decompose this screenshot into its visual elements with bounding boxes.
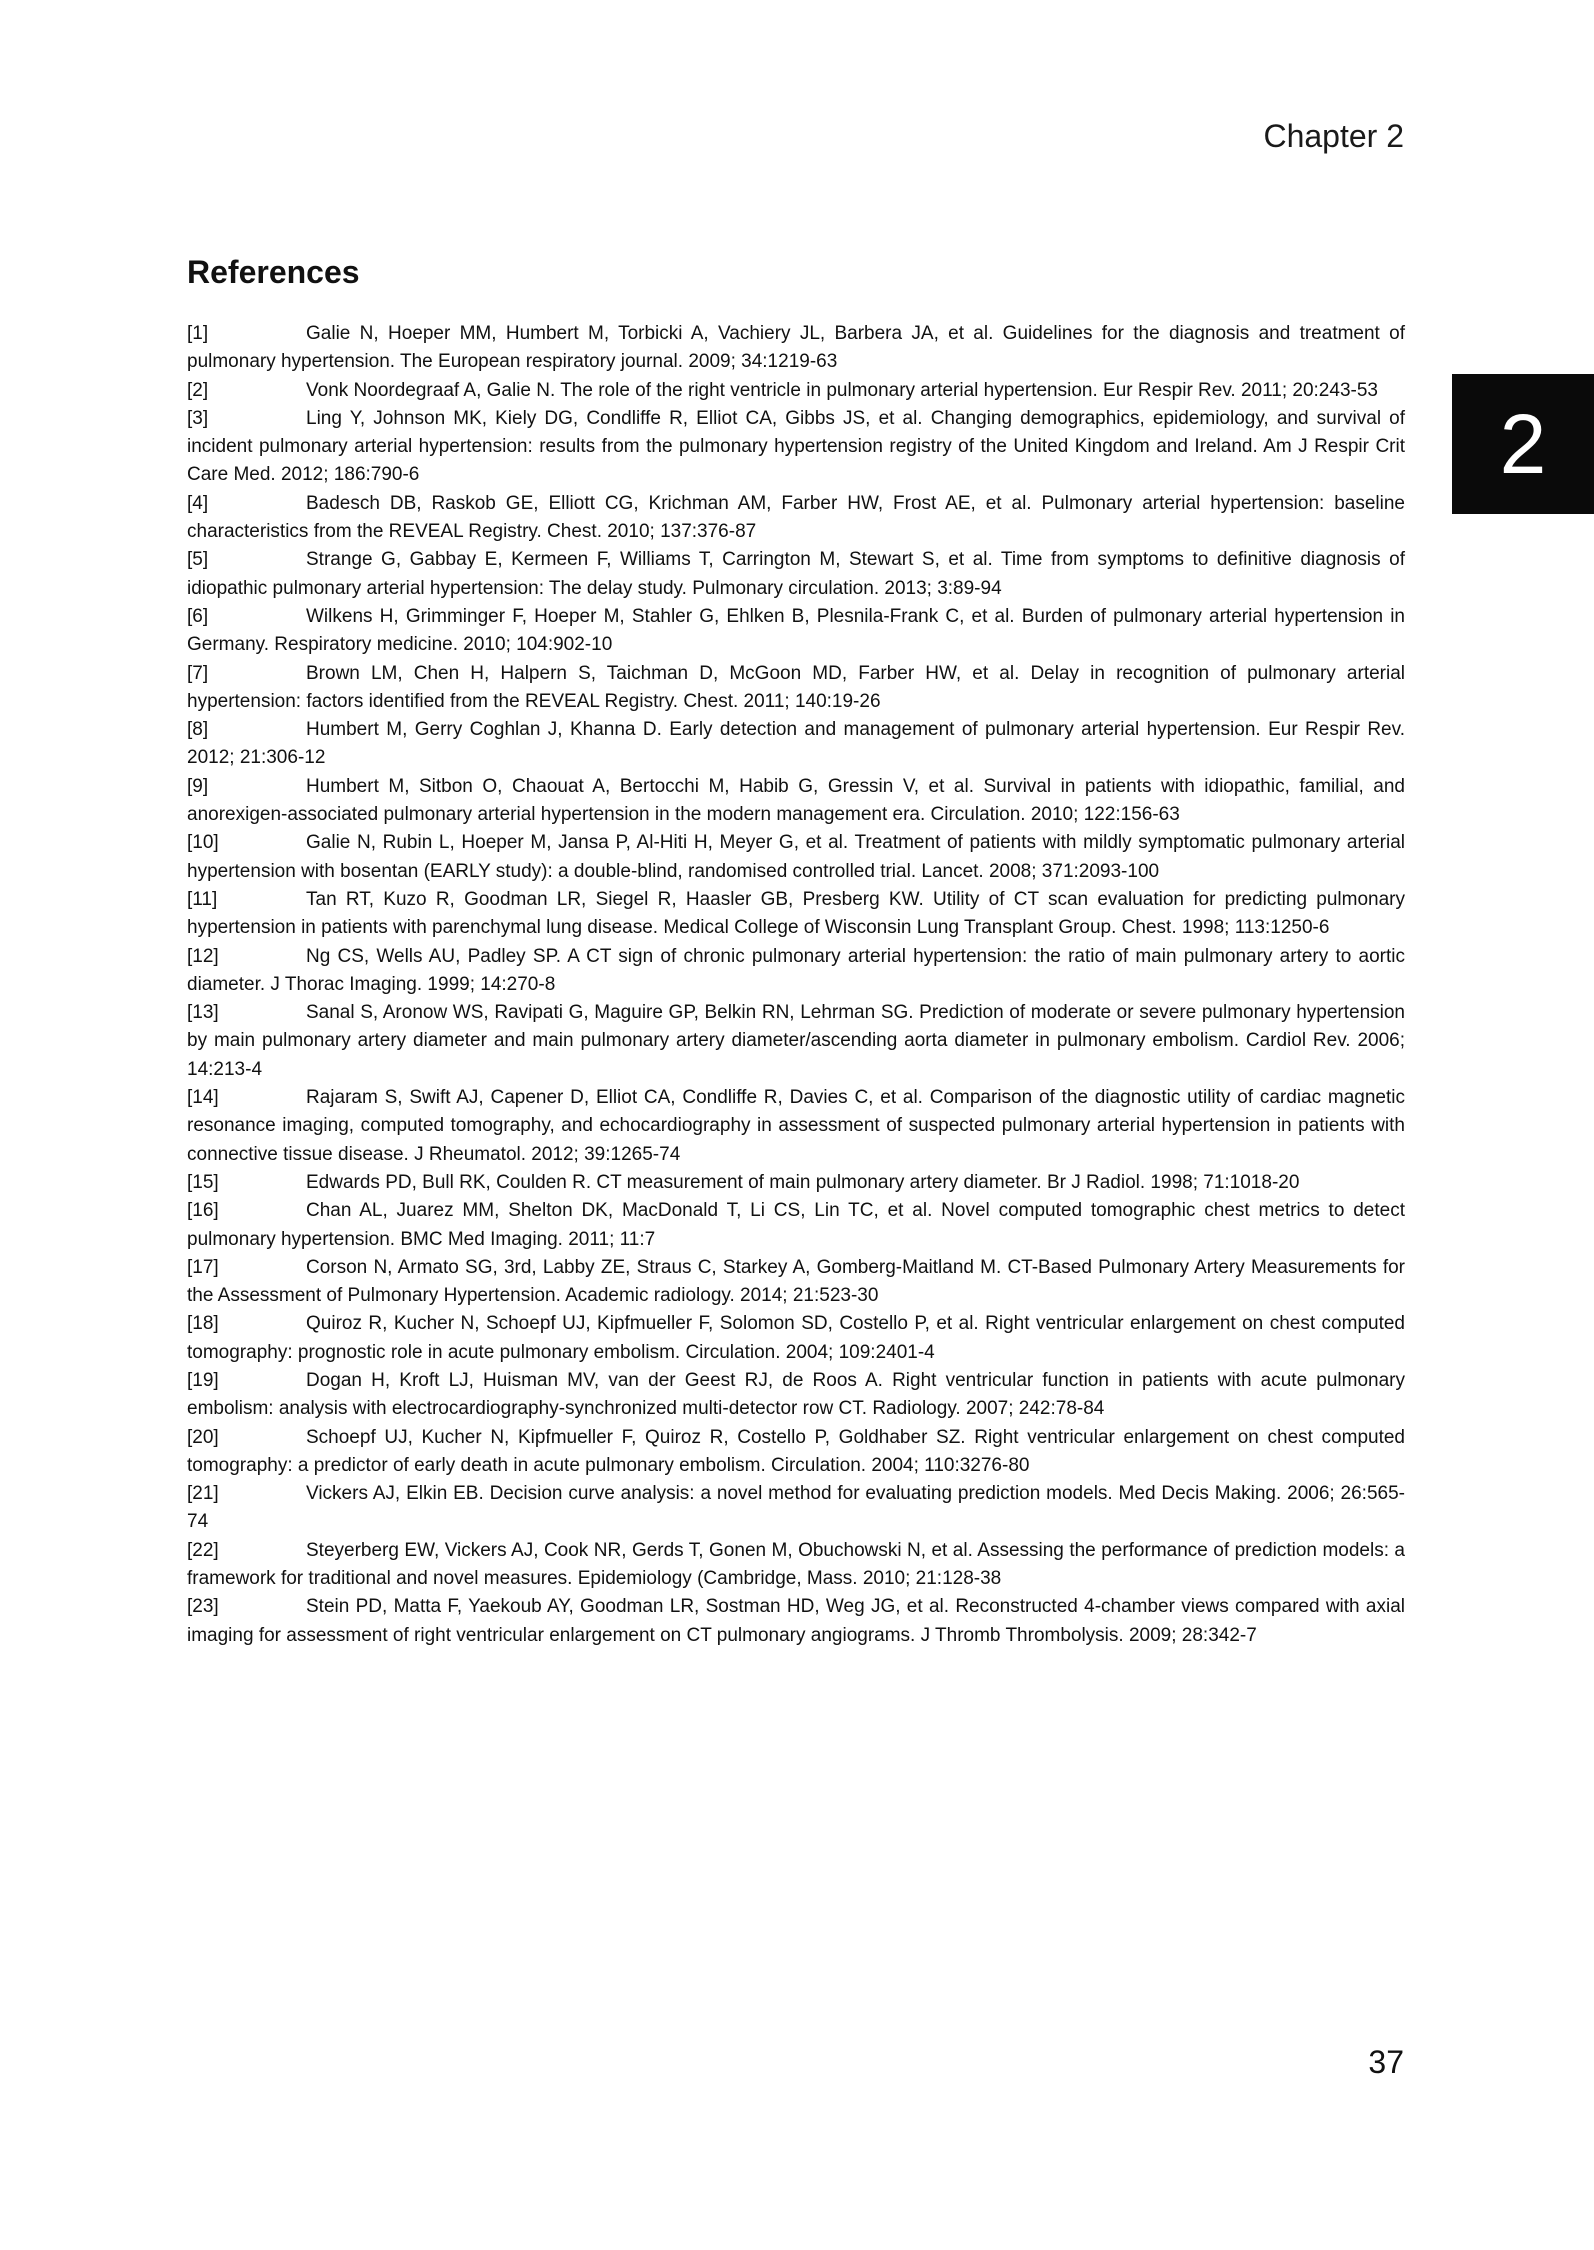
reference-number: [14]	[187, 1087, 219, 1109]
reference-text: Quiroz R, Kucher N, Schoepf UJ, Kipfmueller F, Solomon SD, Costello P, et al. Right ventricular enlargement on chest computed tomography: prognostic role in acute pulmonary embolism. Circulation. 2004; 109:2401-4	[187, 1313, 1405, 1363]
reference-item	[187, 773, 1405, 830]
reference-item	[187, 1593, 1405, 1650]
reference-text: Corson N, Armato SG, 3rd, Labby ZE, Straus C, Starkey A, Gomberg-Maitland M. CT-Based Pulmonary Artery Measurements for the Assessment of Pulmonary Hypertension. Academic radiology. 2014; 21:523-30	[187, 1256, 1405, 1307]
reference-text: Tan RT, Kuzo R, Goodman LR, Siegel R, Haasler GB, Presberg KW. Utility of CT scan evaluation for predicting pulmonary hypertension in patients with parenchymal lung disease. Medical College of Wisconsin Lung Transplant Group. Chest. 1998; 113:1250-6	[187, 888, 1405, 939]
page-number: 37	[1368, 2044, 1404, 2080]
reference-number: [12]	[187, 945, 219, 967]
reference-text: Schoepf UJ, Kucher N, Kipfmueller F, Quiroz R, Costello P, Goldhaber SZ. Right ventricular enlargement on chest computed tomography: a predictor of early death in acute pulmonary embolism. Circulation. 2004; 110:3276-80	[187, 1426, 1405, 1476]
reference-text: Edwards PD, Bull RK, Coulden R. CT measurement of main pulmonary artery diameter. Br J Radiol. 1998; 71:1018-20	[306, 1171, 1300, 1193]
reference-text: Humbert M, Sitbon O, Chaouat A, Bertocchi M, Habib G, Gressin V, et al. Survival in patients with idiopathic, familial, and anorexigen-associated pulmonary arterial hypertension in the modern management era. Circulation. 2010; 122:156-63	[187, 775, 1405, 826]
reference-item	[187, 1169, 1405, 1197]
reference-number: [18]	[187, 1313, 219, 1335]
reference-list	[187, 320, 1405, 1650]
reference-text: Ling Y, Johnson MK, Kiely DG, Condliffe R, Elliot CA, Gibbs JS, et al. Changing demographics, epidemiology, and survival of incident pulmonary arterial hypertension: results from the pulmonary hypertension registry of the United Kingdom and Ireland. Am J Respir Crit Care Med. 2012; 186:790-6	[187, 407, 1405, 486]
chapter-tab	[1452, 374, 1594, 514]
chapter-header: Chapter 2	[1263, 118, 1404, 154]
reference-text: Brown LM, Chen H, Halpern S, Taichman D, McGoon MD, Farber HW, et al. Delay in recognition of pulmonary arterial hypertension: factors identified from the REVEAL Registry. Chest. 2011; 140:19-26	[187, 662, 1405, 712]
reference-text: Vonk Noordegraaf A, Galie N. The role of the right ventricle in pulmonary arterial hypertension. Eur Respir Rev. 2011; 20:243-53	[306, 379, 1378, 401]
reference-number: [7]	[187, 662, 209, 684]
reference-item	[187, 490, 1405, 547]
reference-text: Stein PD, Matta F, Yaekoub AY, Goodman LR, Sostman HD, Weg JG, et al. Reconstructed 4-chamber views compared with axial imaging for assessment of right ventricular enlargement on CT pulmonary angiograms. J Thromb Thrombolysis. 2009; 28:342-7	[187, 1596, 1405, 1646]
reference-number: [17]	[187, 1256, 219, 1278]
reference-number: [9]	[187, 775, 209, 797]
reference-item	[187, 886, 1405, 943]
reference-number: [1]	[187, 323, 209, 344]
reference-number: [13]	[187, 1002, 219, 1024]
reference-text: Dogan H, Kroft LJ, Huisman MV, van der Geest RJ, de Roos A. Right ventricular function in patients with acute pulmonary embolism: analysis with electrocardiography-synchronized multi-detector row CT. Radiology. 2007; 242:78-84	[187, 1369, 1405, 1420]
reference-number: [3]	[187, 407, 209, 429]
reference-text: Steyerberg EW, Vickers AJ, Cook NR, Gerds T, Gonen M, Obuchowski N, et al. Assessing the performance of prediction models: a framework for traditional and novel measures. Epidemiology (Cambridge, Mass. 2010; 21:128-38	[187, 1539, 1405, 1590]
reference-number: [8]	[187, 719, 209, 741]
reference-item	[187, 1480, 1405, 1537]
reference-item	[187, 1367, 1405, 1424]
reference-text: Ng CS, Wells AU, Padley SP. A CT sign of chronic pulmonary arterial hypertension: the ratio of main pulmonary artery to aortic diameter. J Thorac Imaging. 1999; 14:270-8	[187, 945, 1405, 995]
reference-text: Vickers AJ, Elkin EB. Decision curve analysis: a novel method for evaluating prediction models. Med Decis Making. 2006; 26:565-74	[187, 1483, 1405, 1533]
reference-number: [2]	[187, 379, 209, 401]
reference-item	[187, 1254, 1405, 1311]
reference-text: Wilkens H, Grimminger F, Hoeper M, Stahler G, Ehlken B, Plesnila-Frank C, et al. Burden of pulmonary arterial hypertension in Germany. Respiratory medicine. 2010; 104:902-10	[187, 605, 1405, 656]
reference-number: [16]	[187, 1200, 219, 1222]
reference-text: Chan AL, Juarez MM, Shelton DK, MacDonald T, Li CS, Lin TC, et al. Novel computed tomographic chest metrics to detect pulmonary hypertension. BMC Med Imaging. 2011; 11:7	[187, 1200, 1405, 1250]
reference-item	[187, 320, 1405, 377]
reference-text: Humbert M, Gerry Coghlan J, Khanna D. Early detection and management of pulmonary arterial hypertension. Eur Respir Rev. 2012; 21:306-12	[187, 719, 1405, 769]
reference-text: Sanal S, Aronow WS, Ravipati G, Maguire GP, Belkin RN, Lehrman SG. Prediction of moderate or severe pulmonary hypertension by main pulmonary artery diameter and main pulmonary artery diameter/ascending aorta diameter in pulmonary embolism. Cardiol Rev. 2006; 14:213-4	[187, 1002, 1405, 1080]
reference-number: [22]	[187, 1539, 219, 1561]
reference-item	[187, 829, 1405, 886]
reference-item	[187, 603, 1405, 660]
chapter-tab-number: 2	[1499, 396, 1547, 491]
reference-item	[187, 1197, 1405, 1254]
reference-number: [19]	[187, 1369, 219, 1391]
reference-number: [11]	[187, 888, 218, 910]
reference-text: Badesch DB, Raskob GE, Elliott CG, Krichman AM, Farber HW, Frost AE, et al. Pulmonary arterial hypertension: baseline characteristics from the REVEAL Registry. Chest. 2010; 137:376-87	[187, 492, 1405, 543]
reference-item	[187, 999, 1405, 1084]
reference-text: Rajaram S, Swift AJ, Capener D, Elliot CA, Condliffe R, Davies C, et al. Comparison of the diagnostic utility of cardiac magnetic resonance imaging, computed tomography, and echocardiography in assessment of suspected pulmonary arterial hypertension in patients with connective tissue disease. J Rheumatol. 2012; 39:1265-74	[187, 1087, 1405, 1165]
reference-item	[187, 1084, 1405, 1169]
reference-item	[187, 943, 1405, 1000]
reference-text: Galie N, Rubin L, Hoeper M, Jansa P, Al-Hiti H, Meyer G, et al. Treatment of patients with mildly symptomatic pulmonary arterial hypertension with bosentan (EARLY study): a double-blind, randomised controlled trial. Lancet. 2008; 371:2093-100	[187, 832, 1405, 882]
reference-item	[187, 1424, 1405, 1481]
reference-number: [23]	[187, 1596, 219, 1618]
reference-item	[187, 1537, 1405, 1594]
reference-item	[187, 716, 1405, 773]
reference-number: [4]	[187, 492, 209, 514]
reference-item	[187, 660, 1405, 717]
reference-number: [10]	[187, 832, 219, 854]
reference-item	[187, 377, 1405, 405]
reference-text: Strange G, Gabbay E, Kermeen F, Williams T, Carrington M, Stewart S, et al. Time from symptoms to definitive diagnosis of idiopathic pulmonary arterial hypertension: The delay study. Pulmonary circulation. 2013; 3:89-94	[187, 549, 1405, 599]
reference-item	[187, 1310, 1405, 1367]
reference-number: [5]	[187, 549, 209, 571]
reference-item	[187, 546, 1405, 603]
reference-number: [20]	[187, 1426, 219, 1448]
reference-text: Galie N, Hoeper MM, Humbert M, Torbicki A, Vachiery JL, Barbera JA, et al. Guidelines for the diagnosis and treatment of pulmonary hypertension. The European respiratory journal. 2009; 34:1219-63	[187, 323, 1405, 373]
reference-item	[187, 405, 1405, 490]
section-title: References	[187, 254, 360, 290]
reference-number: [15]	[187, 1171, 219, 1193]
reference-number: [6]	[187, 605, 209, 627]
reference-number: [21]	[187, 1483, 219, 1505]
